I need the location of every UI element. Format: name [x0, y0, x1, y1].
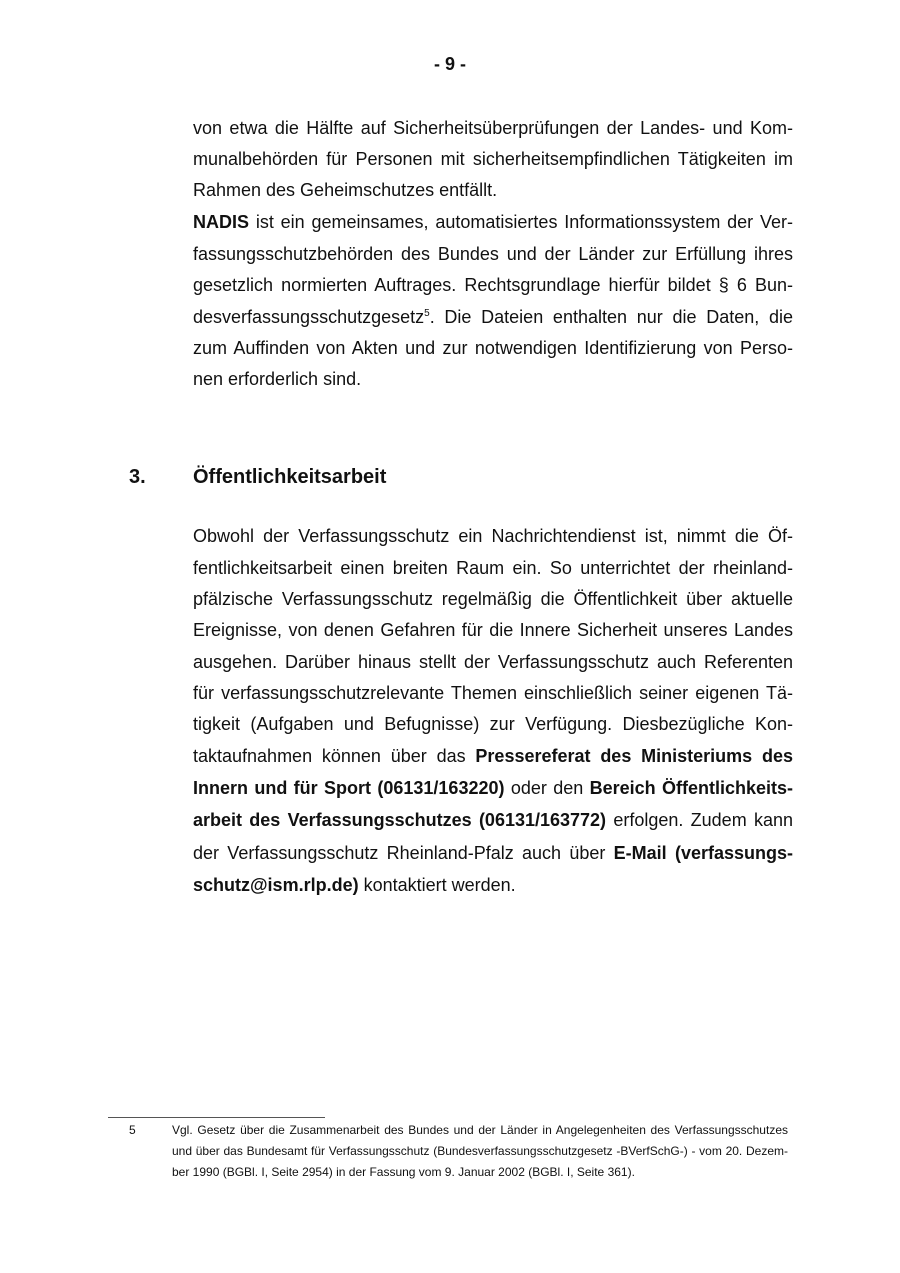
nadis-term: NADIS: [193, 212, 250, 232]
paragraph-line: [193, 207, 793, 238]
paragraph-line: [193, 838, 793, 869]
paragraph-line: [193, 741, 793, 772]
paragraph-line: Rahmen des Geheimschutzes entfällt.: [193, 180, 498, 200]
paragraph-line: fassungsschutzbehörden des Bundes und der Länder zur Erfüllung ihres: [193, 244, 793, 264]
section-number: 3.: [129, 466, 146, 488]
paragraph-line: [193, 302, 793, 333]
paragraph-line: nen erforderlich sind.: [193, 369, 362, 389]
paragraph-line: Ereignisse, von denen Gefahren für die Innere Sicherheit unseres Landes: [193, 620, 793, 640]
page-number: - 9 -: [433, 54, 466, 74]
paragraph-line: munalbehörden für Personen mit sicherheitsempfindlichen Tätigkeiten im: [193, 149, 793, 169]
section-title: Öffentlichkeitsarbeit: [193, 466, 387, 488]
text-run: erfolgen. Zudem kann: [606, 810, 793, 830]
paragraph-line: [193, 870, 793, 901]
footnote-line: Vgl. Gesetz über die Zusammenarbeit des Bundes und der Länder in Angelegenheiten des Verfassungsschutzes: [172, 1123, 788, 1137]
contact-public-relations-phone: arbeit des Verfassungsschutzes (06131/163772): [193, 810, 607, 830]
contact-press-office-phone: Innern und für Sport (06131/163220): [193, 778, 505, 798]
paragraph-line: für verfassungsschutzrelevante Themen einschließlich seiner eigenen Tä-: [193, 683, 793, 703]
paragraph-line: tigkeit (Aufgaben und Befugnisse) zur Verfügung. Diesbezügliche Kon-: [193, 714, 793, 734]
contact-email: E-Mail (verfassungs-: [613, 843, 793, 863]
text-run: der Verfassungsschutz Rheinland-Pfalz auch über: [193, 843, 614, 863]
paragraph-line: pfälzische Verfassungsschutz regelmäßig die Öffentlichkeit über aktuelle: [193, 589, 793, 609]
text-run: . Die Dateien enthalten nur die Daten, die: [429, 307, 793, 327]
contact-public-relations: Bereich Öffentlichkeits-: [589, 778, 793, 798]
contact-email-address: schutz@ism.rlp.de): [193, 875, 359, 895]
footnote-number: 5: [129, 1123, 136, 1137]
contact-press-office: Pressereferat des Ministeriums des: [475, 746, 793, 766]
footnote-reference: 5: [424, 308, 430, 319]
text-run: ist ein gemeinsames, automatisiertes Informationssystem der Ver-: [249, 212, 793, 232]
paragraph-line: Obwohl der Verfassungsschutz ein Nachrichtendienst ist, nimmt die Öf-: [193, 526, 793, 546]
paragraph-line: zum Auffinden von Akten und zur notwendigen Identifizierung von Perso-: [193, 338, 793, 358]
paragraph-line: gesetzlich normierten Auftrages. Rechtsgrundlage hierfür bildet § 6 Bun-: [193, 275, 793, 295]
text-run: taktaufnahmen können über das: [193, 746, 476, 766]
footnote-line: und über das Bundesamt für Verfassungsschutz (Bundesverfassungsschutzgesetz -BVerfSchG-) - vom 20. Dezem-: [172, 1144, 788, 1158]
text-run: oder den: [504, 778, 590, 798]
paragraph-line: [193, 805, 793, 836]
paragraph-line: [193, 773, 793, 804]
paragraph-line: fentlichkeitsarbeit einen breiten Raum ein. So unterrichtet der rheinland-: [193, 558, 793, 578]
paragraph-line: von etwa die Hälfte auf Sicherheitsüberprüfungen der Landes- und Kom-: [193, 118, 793, 138]
paragraph-line: ausgehen. Darüber hinaus stellt der Verfassungsschutz auch Referenten: [193, 652, 793, 672]
footnote-line: ber 1990 (BGBl. I, Seite 2954) in der Fassung vom 9. Januar 2002 (BGBl. I, Seite 361).: [172, 1165, 635, 1179]
text-run: kontaktiert werden.: [358, 875, 516, 895]
footnote-divider: [108, 1117, 325, 1118]
text-run: desverfassungsschutzgesetz: [193, 307, 425, 327]
